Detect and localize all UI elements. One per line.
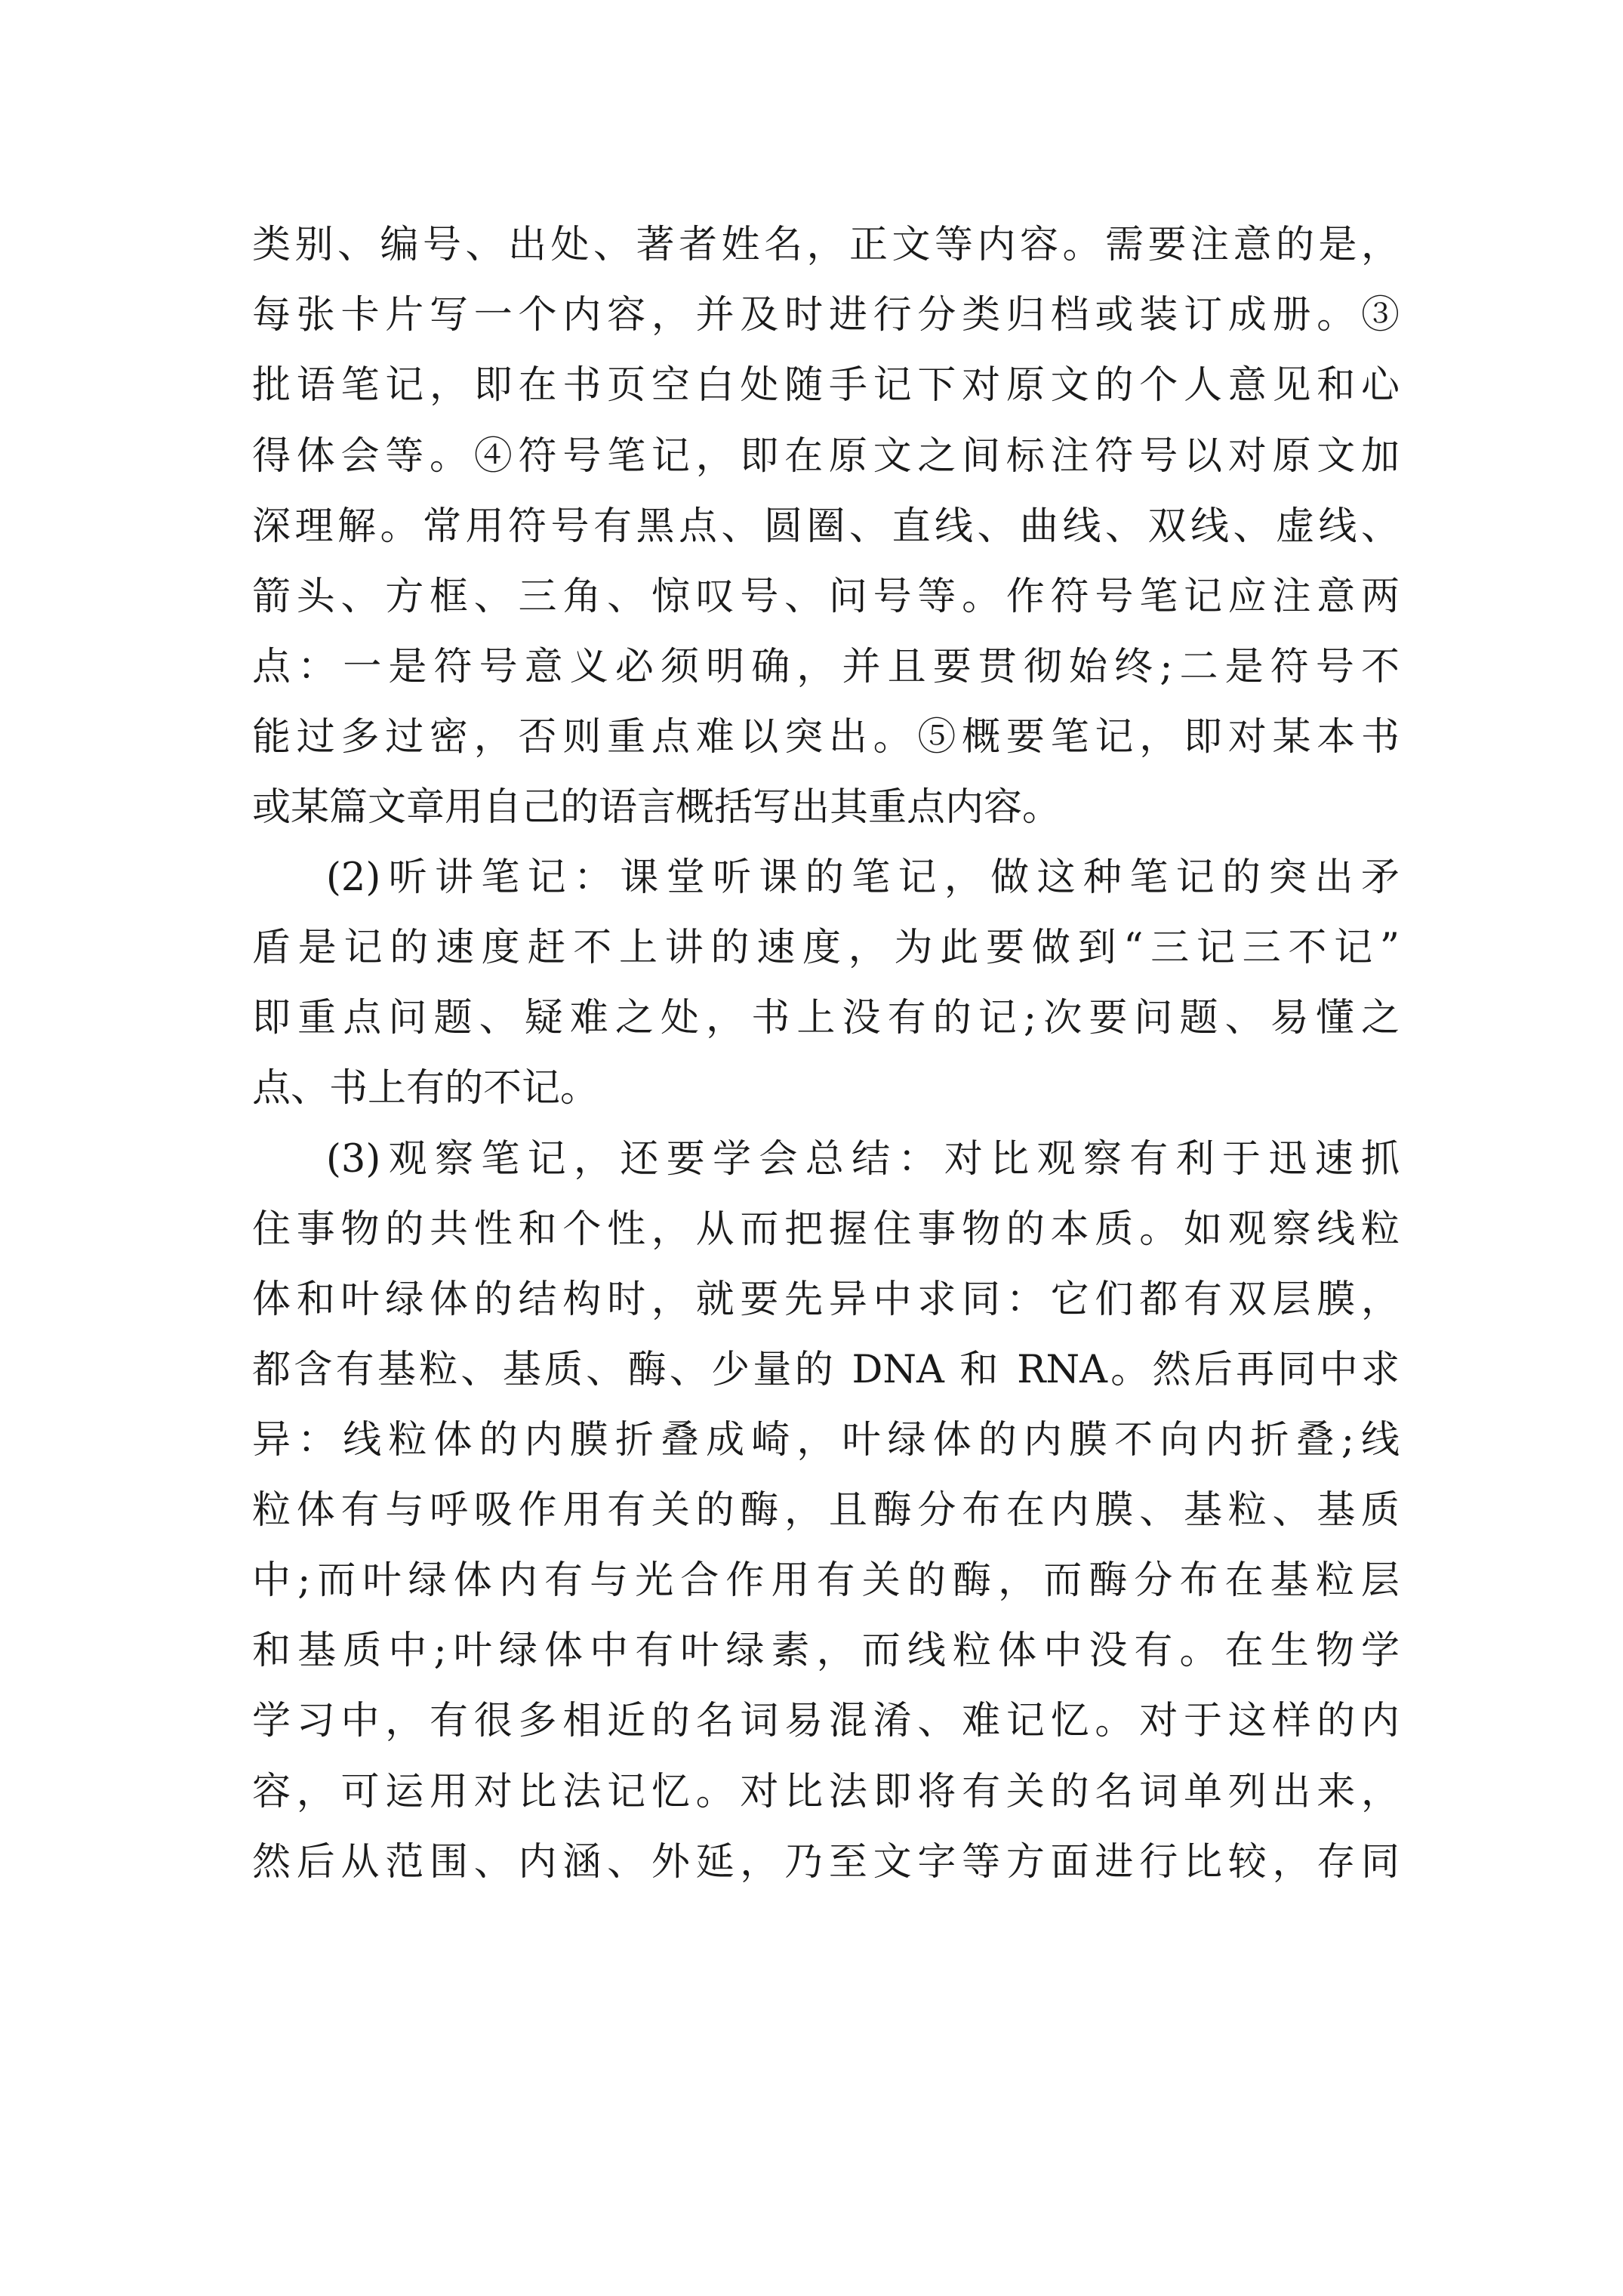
text-line: 箭头、方框、三角、惊叹号、问号等。作符号笔记应注意两 xyxy=(252,575,1400,619)
text-line: 类别、编号、出处、著者姓名，正文等内容。需要注意的是， xyxy=(252,223,1400,267)
text-line: 深理解。常用符号有黑点、圆圈、直线、曲线、双线、虚线、 xyxy=(252,504,1400,549)
text-line: 异：线粒体的内膜折叠成崎，叶绿体的内膜不向内折叠;线 xyxy=(252,1418,1400,1462)
text-line: 即重点问题、疑难之处，书上没有的记;次要问题、易懂之 xyxy=(252,996,1400,1040)
text-line: 批语笔记，即在书页空白处随手记下对原文的个人意见和心 xyxy=(252,363,1400,408)
text-line: 住事物的共性和个性，从而把握住事物的本质。如观察线粒 xyxy=(252,1207,1400,1252)
text-line: 和基质中;叶绿体中有叶绿素，而线粒体中没有。在生物学 xyxy=(252,1629,1400,1673)
text-line: 或某篇文章用自己的语言概括写出其重点内容。 xyxy=(252,785,1061,830)
text-line: 容，可运用对比法记忆。对比法即将有关的名词单列出来， xyxy=(252,1770,1400,1814)
text-line: 每张卡片写一个内容，并及时进行分类归档或装订成册。③ xyxy=(252,293,1400,337)
text-line: 点：一是符号意义必须明确，并且要贯彻始终;二是符号不 xyxy=(252,645,1400,689)
paragraph-first-line: (3)观察笔记，还要学会总结：对比观察有利于迅速抓 xyxy=(326,1137,1400,1182)
text-line: 能过多过密，否则重点难以突出。⑤概要笔记，即对某本书 xyxy=(252,715,1400,760)
text-line: 点、书上有的不记。 xyxy=(252,1066,599,1111)
text-line: 都含有基粒、基质、酶、少量的 DNA 和 RNA。然后再同中求 xyxy=(252,1348,1400,1392)
text-line: 体和叶绿体的结构时，就要先异中求同：它们都有双层膜， xyxy=(252,1277,1400,1322)
text-line: 然后从范围、内涵、外延，乃至文字等方面进行比较，存同 xyxy=(252,1840,1400,1885)
text-line: 得体会等。④符号笔记，即在原文之间标注符号以对原文加 xyxy=(252,434,1400,479)
text-line: 粒体有与呼吸作用有关的酶，且酶分布在内膜、基粒、基质 xyxy=(252,1488,1400,1533)
paragraph-first-line: (2)听讲笔记：课堂听课的笔记，做这种笔记的突出矛 xyxy=(326,855,1400,900)
text-line: 学习中，有很多相近的名词易混淆、难记忆。对于这样的内 xyxy=(252,1699,1400,1743)
text-line: 中;而叶绿体内有与光合作用有关的酶，而酶分布在基粒层 xyxy=(252,1558,1400,1603)
text-line: 盾是记的速度赶不上讲的速度，为此要做到“三记三不记” xyxy=(252,926,1400,970)
